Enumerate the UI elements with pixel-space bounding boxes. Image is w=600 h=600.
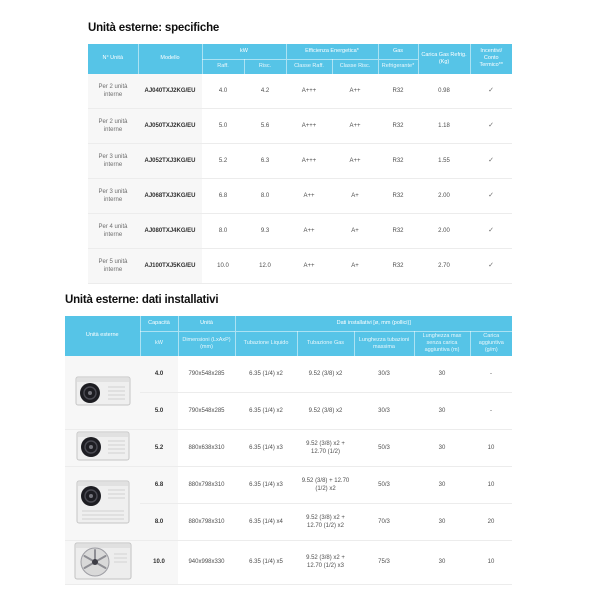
- outdoor-unit-tall-image: [65, 466, 140, 540]
- extra-charge-cell: -: [470, 356, 512, 393]
- incentivi-check-cell: ✓: [470, 213, 512, 248]
- col-group-kw: kW: [202, 44, 286, 60]
- col-header-carica-aggiuntiva: Carica aggiuntiva (g/m): [470, 331, 512, 356]
- liquid-pipe-cell: 6.35 (1/4) x5: [235, 540, 297, 584]
- dimensions-cell: 880x798x310: [178, 503, 235, 540]
- table-row: [88, 178, 512, 213]
- col-header-kw: kW: [140, 331, 178, 356]
- dimensions-cell: 880x638x310: [178, 429, 235, 466]
- col-header-tubazione-gas: Tubazione Gas: [297, 331, 354, 356]
- unit-count-cell: Per 4 unità interne: [88, 213, 138, 248]
- extra-charge-cell: 10: [470, 429, 512, 466]
- gas-pipe-cell: 9.52 (3/8) x2 + 12.70 (1/2) x2: [297, 503, 354, 540]
- kw-raff-cell: 4.0: [202, 74, 244, 109]
- incentivi-check-cell: ✓: [470, 248, 512, 283]
- kw-raff-cell: 8.0: [202, 213, 244, 248]
- kw-risc-cell: 4.2: [244, 74, 286, 109]
- col-header-dimensioni: Dimensioni (LxAxP)(mm): [178, 331, 235, 356]
- table-row: [65, 429, 512, 466]
- carica-cell: 0.98: [418, 74, 470, 109]
- kw-risc-cell: 9.3: [244, 213, 286, 248]
- max-length-cell: 30/3: [354, 356, 414, 393]
- col-header-risc: Risc.: [244, 59, 286, 74]
- extra-charge-cell: -: [470, 392, 512, 429]
- unit-count-cell: Per 3 unità interne: [88, 143, 138, 178]
- outdoor-unit-small-image: [65, 356, 140, 430]
- kw-risc-cell: 12.0: [244, 248, 286, 283]
- extra-charge-cell: 10: [470, 540, 512, 584]
- extra-charge-cell: 20: [470, 503, 512, 540]
- capacity-cell: 5.0: [140, 392, 178, 429]
- gas-cell: R32: [378, 108, 418, 143]
- model-cell: AJ068TXJ3KG/EU: [138, 178, 202, 213]
- table-row: [65, 466, 512, 503]
- gas-cell: R32: [378, 74, 418, 109]
- liquid-pipe-cell: 6.35 (1/4) x4: [235, 503, 297, 540]
- no-charge-length-cell: 30: [414, 540, 470, 584]
- classe-raff-cell: A++: [286, 213, 332, 248]
- no-charge-length-cell: 30: [414, 429, 470, 466]
- outdoor-unit-icon: [74, 541, 132, 581]
- capacity-cell: 6.8: [140, 466, 178, 503]
- model-cell: AJ052TXJ3KG/EU: [138, 143, 202, 178]
- gas-pipe-cell: 9.52 (3/8) x2: [297, 356, 354, 393]
- carica-cell: 1.18: [418, 108, 470, 143]
- col-group-dati-installativi: Dati installativi [ø, mm (pollici)]: [235, 316, 512, 332]
- col-header-lunghezza-max: Lunghezza tubazioni massima: [354, 331, 414, 356]
- kw-risc-cell: 8.0: [244, 178, 286, 213]
- col-header-classe-risc: Classe Risc.: [332, 59, 378, 74]
- incentivi-check-cell: ✓: [470, 178, 512, 213]
- incentivi-check-cell: ✓: [470, 108, 512, 143]
- spec-table: [88, 44, 512, 284]
- liquid-pipe-cell: 6.35 (1/4) x2: [235, 356, 297, 393]
- classe-risc-cell: A++: [332, 143, 378, 178]
- outdoor-unit-medium-image: [65, 429, 140, 466]
- dimensions-cell: 790x548x285: [178, 392, 235, 429]
- carica-cell: 2.00: [418, 213, 470, 248]
- carica-cell: 2.00: [418, 178, 470, 213]
- max-length-cell: 75/3: [354, 540, 414, 584]
- col-header-modello: Modello: [138, 44, 202, 74]
- outdoor-unit-large-image: [65, 540, 140, 584]
- gas-pipe-cell: 9.52 (3/8) x2 + 12.70 (1/2) x3: [297, 540, 354, 584]
- gas-pipe-cell: 9.52 (3/8) x2: [297, 392, 354, 429]
- capacity-cell: 5.2: [140, 429, 178, 466]
- no-charge-length-cell: 30: [414, 392, 470, 429]
- carica-cell: 1.55: [418, 143, 470, 178]
- outdoor-unit-icon: [76, 479, 130, 525]
- kw-raff-cell: 6.8: [202, 178, 244, 213]
- col-group-unita: Unità: [178, 316, 235, 332]
- section-dati-installativi: [65, 294, 512, 585]
- incentivi-check-cell: ✓: [470, 143, 512, 178]
- kw-raff-cell: 5.0: [202, 108, 244, 143]
- liquid-pipe-cell: 6.35 (1/4) x3: [235, 466, 297, 503]
- table-row: [88, 143, 512, 178]
- col-header-carica-gas: Carica Gas Refrig. (Kg): [418, 44, 470, 74]
- col-header-lunghezza-senza-carica: Lunghezza max senza carica aggiuntiva (m): [414, 331, 470, 356]
- carica-cell: 2.70: [418, 248, 470, 283]
- classe-risc-cell: A+: [332, 248, 378, 283]
- gas-cell: R32: [378, 213, 418, 248]
- capacity-cell: 4.0: [140, 356, 178, 393]
- col-header-raff: Raff.: [202, 59, 244, 74]
- classe-raff-cell: A++: [286, 248, 332, 283]
- col-header-incentivi: Incentivi/ Conto Termico**: [470, 44, 512, 74]
- dimensions-cell: 880x798x310: [178, 466, 235, 503]
- incentivi-check-cell: ✓: [470, 74, 512, 109]
- gas-pipe-cell: 9.52 (3/8) + 12.70 (1/2) x2: [297, 466, 354, 503]
- table-row: [65, 356, 512, 393]
- capacity-cell: 10.0: [140, 540, 178, 584]
- col-header-n-unita: N° Unità: [88, 44, 138, 74]
- no-charge-length-cell: 30: [414, 356, 470, 393]
- col-header-tubazione-liquido: Tubazione Liquido: [235, 331, 297, 356]
- classe-raff-cell: A+++: [286, 74, 332, 109]
- unit-count-cell: Per 2 unità interne: [88, 108, 138, 143]
- classe-risc-cell: A+: [332, 213, 378, 248]
- max-length-cell: 30/3: [354, 392, 414, 429]
- no-charge-length-cell: 30: [414, 503, 470, 540]
- col-group-gas: Gas: [378, 44, 418, 60]
- install-header-group-row: [65, 316, 512, 332]
- table-row: [88, 213, 512, 248]
- classe-raff-cell: A+++: [286, 108, 332, 143]
- no-charge-length-cell: 30: [414, 466, 470, 503]
- table-row: [88, 74, 512, 109]
- col-header-refrigerante: Refrigerante*: [378, 59, 418, 74]
- capacity-cell: 8.0: [140, 503, 178, 540]
- kw-raff-cell: 10.0: [202, 248, 244, 283]
- section-specifiche: [88, 22, 512, 284]
- spec-header-group-row: [88, 44, 512, 60]
- gas-cell: R32: [378, 143, 418, 178]
- col-header-unita-esterne: Unità esterne: [65, 316, 140, 356]
- liquid-pipe-cell: 6.35 (1/4) x3: [235, 429, 297, 466]
- gas-cell: R32: [378, 178, 418, 213]
- section-title-dati-installativi: Unità esterne: dati installativi: [65, 294, 219, 306]
- classe-risc-cell: A++: [332, 74, 378, 109]
- model-cell: AJ050TXJ2KG/EU: [138, 108, 202, 143]
- gas-pipe-cell: 9.52 (3/8) x2 + 12.70 (1/2): [297, 429, 354, 466]
- unit-count-cell: Per 2 unità interne: [88, 74, 138, 109]
- classe-risc-cell: A++: [332, 108, 378, 143]
- unit-count-cell: Per 5 unità interne: [88, 248, 138, 283]
- install-table: [65, 316, 512, 585]
- max-length-cell: 50/3: [354, 429, 414, 466]
- section-title-specifiche: Unità esterne: specifiche: [88, 22, 220, 34]
- classe-raff-cell: A++: [286, 178, 332, 213]
- table-row: [88, 248, 512, 283]
- model-cell: AJ080TXJ4KG/EU: [138, 213, 202, 248]
- table-row: [88, 108, 512, 143]
- gas-cell: R32: [378, 248, 418, 283]
- dimensions-cell: 790x548x285: [178, 356, 235, 393]
- col-header-classe-raff: Classe Raff.: [286, 59, 332, 74]
- model-cell: AJ040TXJ2KG/EU: [138, 74, 202, 109]
- table-row: [65, 540, 512, 584]
- col-group-efficienza: Efficienza Energetica*: [286, 44, 378, 60]
- outdoor-unit-icon: [76, 430, 130, 462]
- model-cell: AJ100TXJ5KG/EU: [138, 248, 202, 283]
- unit-count-cell: Per 3 unità interne: [88, 178, 138, 213]
- liquid-pipe-cell: 6.35 (1/4) x2: [235, 392, 297, 429]
- max-length-cell: 70/3: [354, 503, 414, 540]
- col-group-capacita: Capacità: [140, 316, 178, 332]
- kw-risc-cell: 6.3: [244, 143, 286, 178]
- outdoor-unit-icon: [75, 374, 131, 408]
- max-length-cell: 50/3: [354, 466, 414, 503]
- extra-charge-cell: 10: [470, 466, 512, 503]
- classe-risc-cell: A+: [332, 178, 378, 213]
- kw-risc-cell: 5.6: [244, 108, 286, 143]
- classe-raff-cell: A+++: [286, 143, 332, 178]
- dimensions-cell: 940x998x330: [178, 540, 235, 584]
- kw-raff-cell: 5.2: [202, 143, 244, 178]
